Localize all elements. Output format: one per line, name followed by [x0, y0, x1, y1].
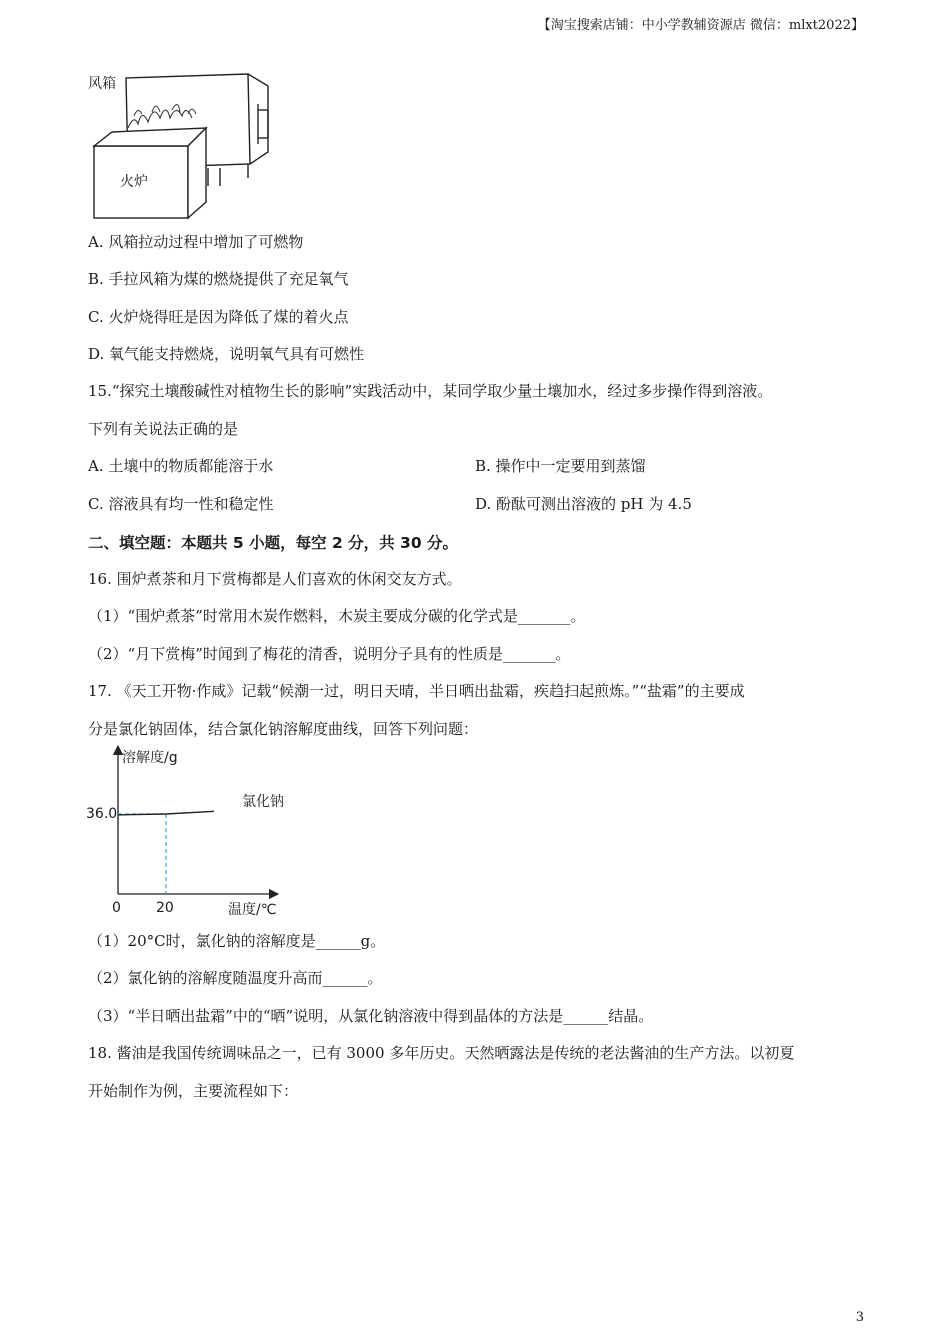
q15-stem-line2: 下列有关说法正确的是 — [88, 420, 239, 438]
bellows-furnace-figure — [88, 68, 288, 228]
q17-sub1: （1）20°C时，氯化钠的溶解度是______g。 — [88, 932, 386, 950]
furnace-label: 火炉 — [120, 174, 148, 190]
q17-sub2: （2）氯化钠的溶解度随温度升高而______。 — [88, 969, 383, 987]
q15-option-b: B. 操作中一定要用到蒸馏 — [475, 457, 646, 475]
bellows-label: 风箱 — [88, 76, 116, 92]
series-line-nacl — [118, 811, 214, 815]
q16-sub2: （2）“月下赏梅”时闻到了梅花的清香，说明分子具有的性质是_______。 — [88, 645, 571, 663]
q15-option-c: C. 溶液具有均一性和稳定性 — [88, 495, 274, 513]
q15-stem-line1: 15.“探究土壤酸碱性对植物生长的影响”实践活动中，某同学取少量土壤加水，经过多步操作得到溶液。 — [88, 382, 773, 400]
page-header: 【淘宝搜索店铺：中小学教辅资源店 微信：mlxt2022】 — [537, 18, 864, 33]
y-tick-36: 36.0 — [86, 806, 118, 822]
x-tick-0: 0 — [112, 900, 121, 916]
q18-stem-line1: 18. 酱油是我国传统调味品之一，已有 3000 多年历史。天然晒露法是传统的老法酱油的生产方法。以初夏 — [88, 1044, 795, 1062]
series-label-nacl: 氯化钠 — [242, 794, 284, 810]
q17-stem-line1: 17. 《天工开物·作咸》记载“候潮一过，明日天晴，半日晒出盐霜，疾趋扫起煎炼。”“盐霜”的主要成 — [88, 682, 745, 700]
q14-option-a: A. 风箱拉动过程中增加了可燃物 — [88, 233, 304, 251]
solubility-chart — [82, 742, 312, 920]
q16-stem: 16. 围炉煮茶和月下赏梅都是人们喜欢的休闲交友方式。 — [88, 570, 462, 588]
y-axis-label: 溶解度/g — [122, 750, 178, 766]
q15-option-a: A. 土壤中的物质都能溶于水 — [88, 457, 274, 475]
q15-option-d: D. 酚酞可测出溶液的 pH 为 4.5 — [475, 495, 692, 513]
q17-stem-line2: 分是氯化钠固体，结合氯化钠溶解度曲线，回答下列问题： — [88, 720, 479, 738]
flame-lines — [128, 110, 192, 128]
q16-sub1: （1）“围炉煮茶”时常用木炭作燃料，木炭主要成分碳的化学式是_______。 — [88, 607, 586, 625]
section-title: 二、填空题：本题共 5 小题，每空 2 分，共 30 分。 — [88, 534, 459, 552]
x-axis-label: 温度/℃ — [228, 902, 277, 918]
q18-stem-line2: 开始制作为例，主要流程如下： — [88, 1082, 299, 1100]
q14-option-d: D. 氧气能支持燃烧，说明氧气具有可燃性 — [88, 345, 365, 363]
page-number: 3 — [855, 1310, 864, 1325]
x-tick-20: 20 — [156, 900, 174, 916]
q17-sub3: （3）“半日晒出盐霜”中的“晒”说明，从氯化钠溶液中得到晶体的方法是______结晶。 — [88, 1007, 654, 1025]
q14-option-b: B. 手拉风箱为煤的燃烧提供了充足氧气 — [88, 270, 349, 288]
q14-option-c: C. 火炉烧得旺是因为降低了煤的着火点 — [88, 308, 349, 326]
